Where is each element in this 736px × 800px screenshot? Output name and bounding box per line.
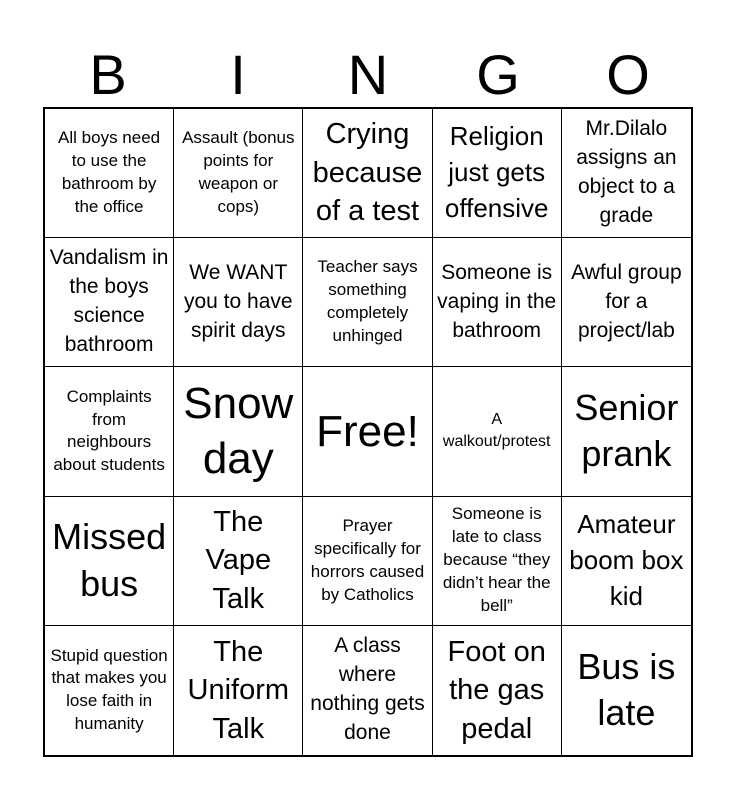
- bingo-cell[interactable]: [45, 109, 174, 238]
- bingo-cell-text: We WANT you to have spirit days: [183, 260, 293, 342]
- bingo-cell[interactable]: [562, 497, 691, 626]
- bingo-cell-text: Foot on the gas pedal: [447, 635, 546, 745]
- bingo-cell[interactable]: [303, 497, 432, 626]
- bingo-cell-free[interactable]: [303, 367, 432, 496]
- bingo-cell-text: Amateur boom box kid: [569, 508, 684, 611]
- bingo-cell-text: Missed bus: [52, 515, 167, 604]
- bingo-cell[interactable]: [433, 238, 562, 367]
- header-letter-i: I: [230, 43, 246, 106]
- bingo-cell-text: Complaints from neighbours about students: [53, 386, 165, 475]
- bingo-cell[interactable]: [45, 497, 174, 626]
- bingo-cell[interactable]: [45, 626, 174, 755]
- bingo-cell-text: Crying because of a test: [312, 118, 423, 228]
- bingo-cell[interactable]: [433, 626, 562, 755]
- bingo-cell[interactable]: [433, 367, 562, 496]
- header-letter-n: N: [347, 43, 389, 106]
- bingo-cell-text: The Uniform Talk: [187, 635, 290, 745]
- bingo-cell-text: Awful group for a project/lab: [571, 260, 682, 342]
- bingo-cell[interactable]: [174, 109, 303, 238]
- bingo-cell[interactable]: [174, 626, 303, 755]
- bingo-cell-text: Someone is late to class because “they didn’t hear the bell”: [442, 504, 551, 616]
- bingo-cell-text: Someone is vaping in the bathroom: [437, 260, 557, 342]
- bingo-cell-text: Prayer specifically for horrors caused by Catholics: [310, 515, 425, 604]
- bingo-cell[interactable]: [562, 626, 691, 755]
- bingo-header: [43, 44, 693, 106]
- bingo-cell[interactable]: [433, 109, 562, 238]
- bingo-cell-text: Assault (bonus points for weapon or cops): [182, 128, 295, 217]
- bingo-cell-text: Stupid question that makes you lose faith in humanity: [50, 645, 168, 734]
- bingo-cell-text: The Vape Talk: [205, 505, 272, 615]
- bingo-cell[interactable]: [303, 238, 432, 367]
- bingo-cell-text: Senior prank: [574, 386, 679, 475]
- header-letter-o: O: [606, 43, 650, 106]
- bingo-cell[interactable]: [174, 238, 303, 367]
- bingo-cell-text: Free!: [316, 406, 419, 456]
- bingo-cell[interactable]: [562, 109, 691, 238]
- bingo-cell-text: Religion just gets offensive: [444, 121, 549, 224]
- bingo-card-grid: [43, 107, 693, 757]
- header-letter-g: G: [476, 43, 520, 106]
- bingo-cell[interactable]: [562, 238, 691, 367]
- bingo-cell[interactable]: [303, 626, 432, 755]
- bingo-cell[interactable]: [174, 367, 303, 496]
- bingo-cell[interactable]: [562, 367, 691, 496]
- bingo-cell-text: Vandalism in the boys science bathroom: [49, 246, 169, 357]
- header-letter-b: B: [89, 43, 127, 106]
- bingo-cell-text: Bus is late: [577, 645, 676, 734]
- bingo-cell-text: All boys need to use the bathroom by the office: [58, 128, 161, 217]
- bingo-cell-text: Teacher says something completely unhinged: [317, 257, 418, 346]
- bingo-cell-text: A walkout/protest: [442, 411, 551, 451]
- bingo-cell[interactable]: [45, 367, 174, 496]
- bingo-cell[interactable]: [433, 497, 562, 626]
- bingo-cell[interactable]: [303, 109, 432, 238]
- bingo-cell-text: Snow day: [183, 379, 294, 484]
- bingo-cell-text: Mr.Dilalo assigns an object to a grade: [576, 117, 677, 228]
- bingo-cell[interactable]: [174, 497, 303, 626]
- bingo-cell-text: A class where nothing gets done: [310, 634, 425, 745]
- bingo-cell[interactable]: [45, 238, 174, 367]
